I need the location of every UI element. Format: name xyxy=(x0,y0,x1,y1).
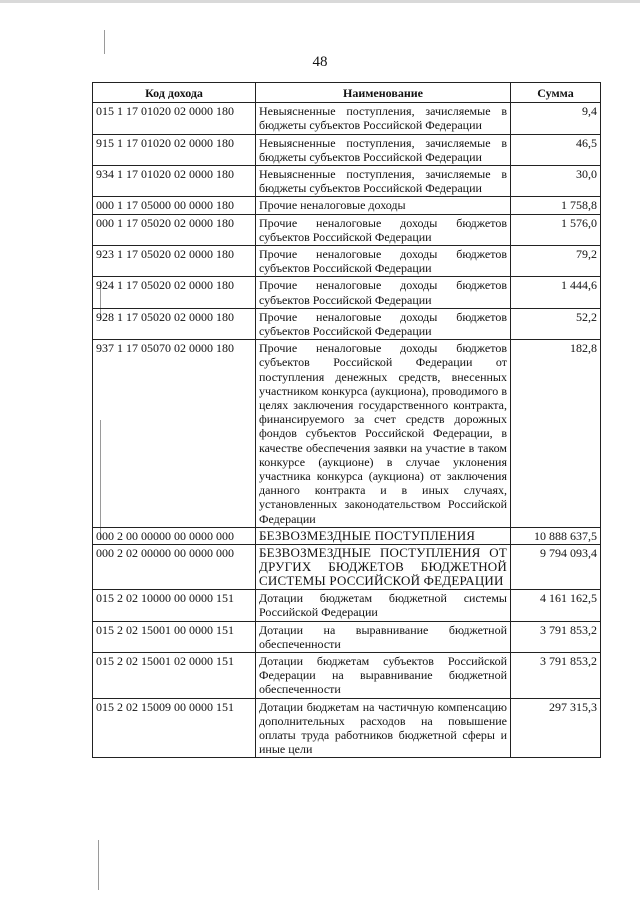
cell-name: БЕЗВОЗМЕЗДНЫЕ ПОСТУПЛЕНИЯ xyxy=(256,527,511,544)
table-row xyxy=(93,246,601,277)
cell-sum: 182,8 xyxy=(511,340,601,528)
table-row xyxy=(93,166,601,197)
cell-code: 915 1 17 01020 02 0000 180 xyxy=(93,134,256,165)
cell-sum: 79,2 xyxy=(511,246,601,277)
cell-name: Прочие неналоговые доходы бюджетов субъектов Российской Федерации от поступления денежных средств, внесенных участником конкурса (аукциона), проводимого в целях заключения государственного контракта, финансируемого за счет средств дорожных фондов субъектов Российской Федерации, в качестве обеспечения заявки на участие в таком конкурсе (аукционе) в случае уклонения участника конкурса (аукциона) от заключения данного контракта и в иных случаях, установленных законодательством Российской Федерации xyxy=(256,340,511,528)
cell-sum: 30,0 xyxy=(511,166,601,197)
table-row xyxy=(93,590,601,621)
table-row xyxy=(93,134,601,165)
cell-sum: 46,5 xyxy=(511,134,601,165)
table-row xyxy=(93,698,601,758)
cell-sum: 52,2 xyxy=(511,308,601,339)
cell-name: Невыясненные поступления, зачисляемые в бюджеты субъектов Российской Федерации xyxy=(256,166,511,197)
cell-code: 015 2 02 10000 00 0000 151 xyxy=(93,590,256,621)
cell-sum: 10 888 637,5 xyxy=(511,527,601,544)
table-row xyxy=(93,277,601,308)
scan-mark xyxy=(98,840,99,890)
table-row xyxy=(93,340,601,528)
cell-code: 000 2 00 00000 00 0000 000 xyxy=(93,527,256,544)
cell-sum: 3 791 853,2 xyxy=(511,621,601,652)
table-row xyxy=(93,621,601,652)
table-header-row xyxy=(93,83,601,103)
cell-sum: 9 794 093,4 xyxy=(511,545,601,590)
cell-code: 934 1 17 01020 02 0000 180 xyxy=(93,166,256,197)
header-name: Наименование xyxy=(256,83,511,103)
cell-name: Дотации бюджетам субъектов Российской Федерации на выравнивание бюджетной обеспеченности xyxy=(256,652,511,698)
cell-name: Дотации на выравнивание бюджетной обеспеченности xyxy=(256,621,511,652)
cell-code: 924 1 17 05020 02 0000 180 xyxy=(93,277,256,308)
cell-code: 928 1 17 05020 02 0000 180 xyxy=(93,308,256,339)
cell-sum: 3 791 853,2 xyxy=(511,652,601,698)
cell-code: 923 1 17 05020 02 0000 180 xyxy=(93,246,256,277)
cell-code: 000 1 17 05000 00 0000 180 xyxy=(93,197,256,214)
cell-name: БЕЗВОЗМЕЗДНЫЕ ПОСТУПЛЕНИЯ ОТ ДРУГИХ БЮДЖЕТОВ БЮДЖЕТНОЙ СИСТЕМЫ РОССИЙСКОЙ ФЕДЕРАЦИИ xyxy=(256,545,511,590)
cell-sum: 1 444,6 xyxy=(511,277,601,308)
cell-sum: 9,4 xyxy=(511,103,601,134)
table-body xyxy=(93,103,601,758)
cell-code: 000 2 02 00000 00 0000 000 xyxy=(93,545,256,590)
cell-name: Прочие неналоговые доходы бюджетов субъектов Российской Федерации xyxy=(256,277,511,308)
scan-top-edge xyxy=(0,0,640,3)
table-row xyxy=(93,527,601,544)
cell-code: 015 2 02 15001 00 0000 151 xyxy=(93,621,256,652)
cell-code: 937 1 17 05070 02 0000 180 xyxy=(93,340,256,528)
header-code: Код дохода xyxy=(93,83,256,103)
cell-name: Дотации бюджетам бюджетной системы Российской Федерации xyxy=(256,590,511,621)
cell-name: Прочие неналоговые доходы бюджетов субъектов Российской Федерации xyxy=(256,246,511,277)
table-row xyxy=(93,214,601,245)
cell-code: 015 1 17 01020 02 0000 180 xyxy=(93,103,256,134)
cell-code: 000 1 17 05020 02 0000 180 xyxy=(93,214,256,245)
cell-sum: 4 161 162,5 xyxy=(511,590,601,621)
cell-name: Прочие неналоговые доходы бюджетов субъектов Российской Федерации xyxy=(256,308,511,339)
scan-mark xyxy=(104,30,105,54)
cell-code: 015 2 02 15009 00 0000 151 xyxy=(93,698,256,758)
table-row xyxy=(93,308,601,339)
table-row xyxy=(93,545,601,590)
table-row xyxy=(93,652,601,698)
cell-code: 015 2 02 15001 02 0000 151 xyxy=(93,652,256,698)
cell-name: Прочие неналоговые доходы xyxy=(256,197,511,214)
table-row xyxy=(93,103,601,134)
cell-name: Невыясненные поступления, зачисляемые в бюджеты субъектов Российской Федерации xyxy=(256,103,511,134)
cell-name: Дотации бюджетам на частичную компенсацию дополнительных расходов на повышение оплаты труда работников бюджетной сферы и иные цели xyxy=(256,698,511,758)
header-sum: Сумма xyxy=(511,83,601,103)
revenue-table xyxy=(92,82,601,758)
page-number: 48 xyxy=(312,54,328,70)
cell-sum: 1 576,0 xyxy=(511,214,601,245)
table-row xyxy=(93,197,601,214)
cell-name: Прочие неналоговые доходы бюджетов субъектов Российской Федерации xyxy=(256,214,511,245)
cell-sum: 1 758,8 xyxy=(511,197,601,214)
cell-sum: 297 315,3 xyxy=(511,698,601,758)
cell-name: Невыясненные поступления, зачисляемые в бюджеты субъектов Российской Федерации xyxy=(256,134,511,165)
